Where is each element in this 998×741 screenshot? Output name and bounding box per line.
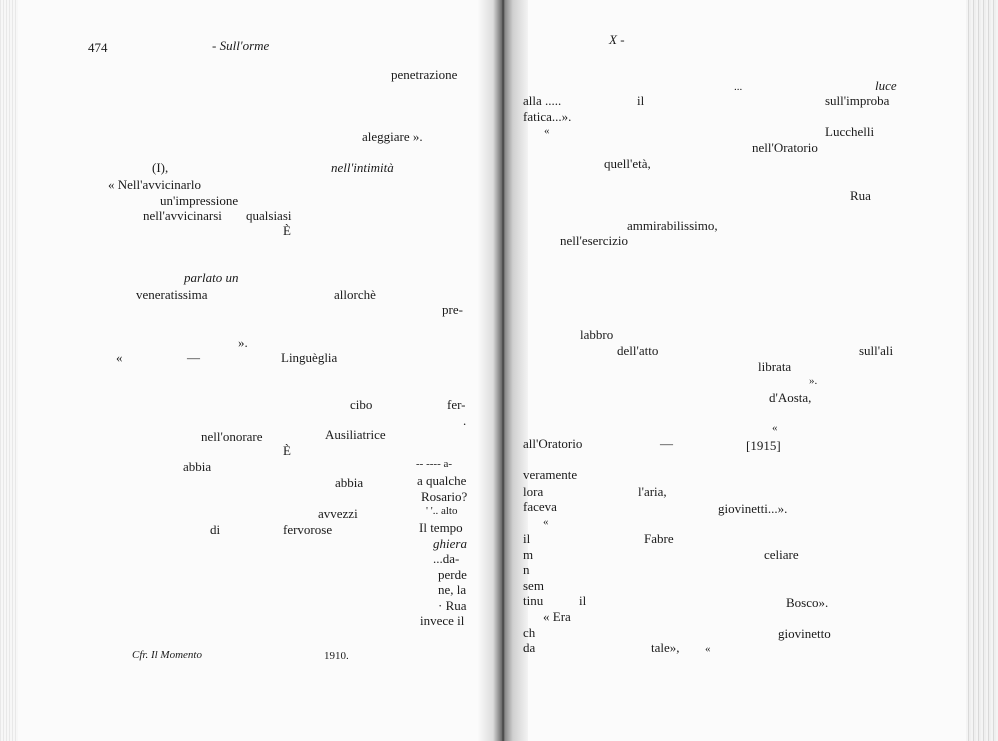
- text-fragment: ».: [809, 375, 818, 387]
- footnote-source: Cfr. Il Momento: [132, 649, 202, 661]
- text-fragment: il: [579, 593, 587, 608]
- text-fragment: fer-: [447, 397, 466, 412]
- text-fragment: Rua: [850, 188, 871, 203]
- text-fragment: ne, la: [438, 582, 467, 597]
- text-fragment: m: [523, 547, 534, 562]
- text-fragment: (I),: [152, 160, 169, 175]
- text-fragment: lora: [523, 484, 544, 499]
- left-page: [0, 0, 480, 741]
- text-fragment: d'Aosta,: [769, 390, 812, 405]
- text-fragment: nell'esercizio: [560, 233, 629, 248]
- text-fragment: ...da-: [433, 551, 460, 566]
- right-page: [520, 0, 960, 741]
- text-fragment: labbro: [580, 327, 614, 342]
- text-fragment: parlato un: [184, 270, 239, 285]
- text-fragment: Rosario?: [421, 489, 468, 504]
- text-fragment: invece il: [420, 613, 465, 628]
- text-fragment: ...: [734, 81, 743, 93]
- text-fragment: È: [283, 443, 291, 458]
- text-fragment: «: [116, 350, 123, 365]
- text-fragment: un'impressione: [160, 193, 239, 208]
- text-fragment: abbia: [183, 459, 212, 474]
- text-fragment: librata: [758, 359, 792, 374]
- text-fragment: nell'avvicinarsi: [143, 208, 222, 223]
- text-fragment: sem: [523, 578, 544, 593]
- text-fragment: n: [523, 562, 530, 577]
- text-fragment: .: [463, 413, 467, 428]
- text-fragment: giovinetti...».: [718, 501, 788, 516]
- text-fragment: -- ---- a-: [416, 458, 453, 470]
- text-fragment: «: [544, 125, 550, 137]
- text-fragment: ghiera: [433, 536, 467, 551]
- text-fragment: Il tempo: [419, 520, 463, 535]
- text-fragment: tinu: [523, 593, 544, 608]
- text-fragment: [1915]: [746, 438, 781, 453]
- text-fragment: alla .....: [523, 93, 562, 108]
- text-fragment: ' '.. alto: [426, 505, 458, 517]
- text-fragment: celiare: [764, 547, 799, 562]
- text-fragment: giovinetto: [778, 626, 831, 641]
- text-fragment: sull'ali: [859, 343, 894, 358]
- text-fragment: dell'atto: [617, 343, 659, 358]
- text-fragment: «: [772, 422, 778, 434]
- text-fragment: ch: [523, 625, 536, 640]
- text-fragment: «: [705, 643, 711, 655]
- text-fragment: il: [637, 93, 645, 108]
- text-fragment: fatica...».: [523, 109, 572, 124]
- text-fragment: veneratissima: [136, 287, 208, 302]
- text-fragment: Ausiliatrice: [325, 427, 386, 442]
- right-page-edges: [966, 0, 998, 741]
- text-fragment: l'aria,: [638, 484, 667, 499]
- text-fragment: perde: [438, 567, 467, 582]
- text-fragment: quell'età,: [604, 156, 651, 171]
- text-fragment: nell'Oratorio: [752, 140, 818, 155]
- text-fragment: Bosco».: [786, 595, 829, 610]
- text-fragment: « Era: [543, 609, 571, 624]
- text-fragment: di: [210, 522, 221, 537]
- text-fragment: fervorose: [283, 522, 333, 537]
- text-fragment: sull'improba: [825, 93, 890, 108]
- text-fragment: il: [523, 531, 531, 546]
- text-fragment: luce: [875, 78, 897, 93]
- text-fragment: penetrazione: [391, 67, 458, 82]
- text-fragment: Lucchelli: [825, 124, 875, 139]
- text-fragment: qualsiasi: [246, 208, 292, 223]
- running-head-left: - Sull'orme: [212, 38, 270, 53]
- text-fragment: avvezzi: [318, 506, 358, 521]
- text-fragment: · Rua: [438, 598, 467, 613]
- text-fragment: a qualche: [417, 473, 467, 488]
- text-fragment: aleggiare ».: [362, 129, 423, 144]
- footnote-year: 1910.: [324, 650, 349, 662]
- text-fragment: ammirabilissimo,: [627, 218, 718, 233]
- text-fragment: tale»,: [651, 640, 680, 655]
- text-fragment: allorchè: [334, 287, 376, 302]
- page-number: 474: [88, 40, 108, 55]
- text-fragment: nell'onorare: [201, 429, 263, 444]
- text-fragment: abbia: [335, 475, 364, 490]
- text-fragment: È: [283, 223, 291, 238]
- text-fragment: all'Oratorio: [523, 436, 583, 451]
- text-fragment: —: [660, 436, 673, 451]
- text-fragment: nell'intimità: [331, 160, 394, 175]
- text-fragment: Linguèglia: [281, 350, 338, 365]
- text-fragment: faceva: [523, 499, 557, 514]
- text-fragment: «: [543, 516, 549, 528]
- text-fragment: cibo: [350, 397, 373, 412]
- running-head-right: X -: [609, 32, 625, 47]
- text-fragment: da: [523, 640, 536, 655]
- text-fragment: pre-: [442, 302, 463, 317]
- text-fragment: ».: [238, 335, 248, 350]
- text-fragment: « Nell'avvicinarlo: [108, 177, 201, 192]
- text-fragment: veramente: [523, 467, 578, 482]
- text-fragment: —: [187, 350, 200, 365]
- text-fragment: Fabre: [644, 531, 674, 546]
